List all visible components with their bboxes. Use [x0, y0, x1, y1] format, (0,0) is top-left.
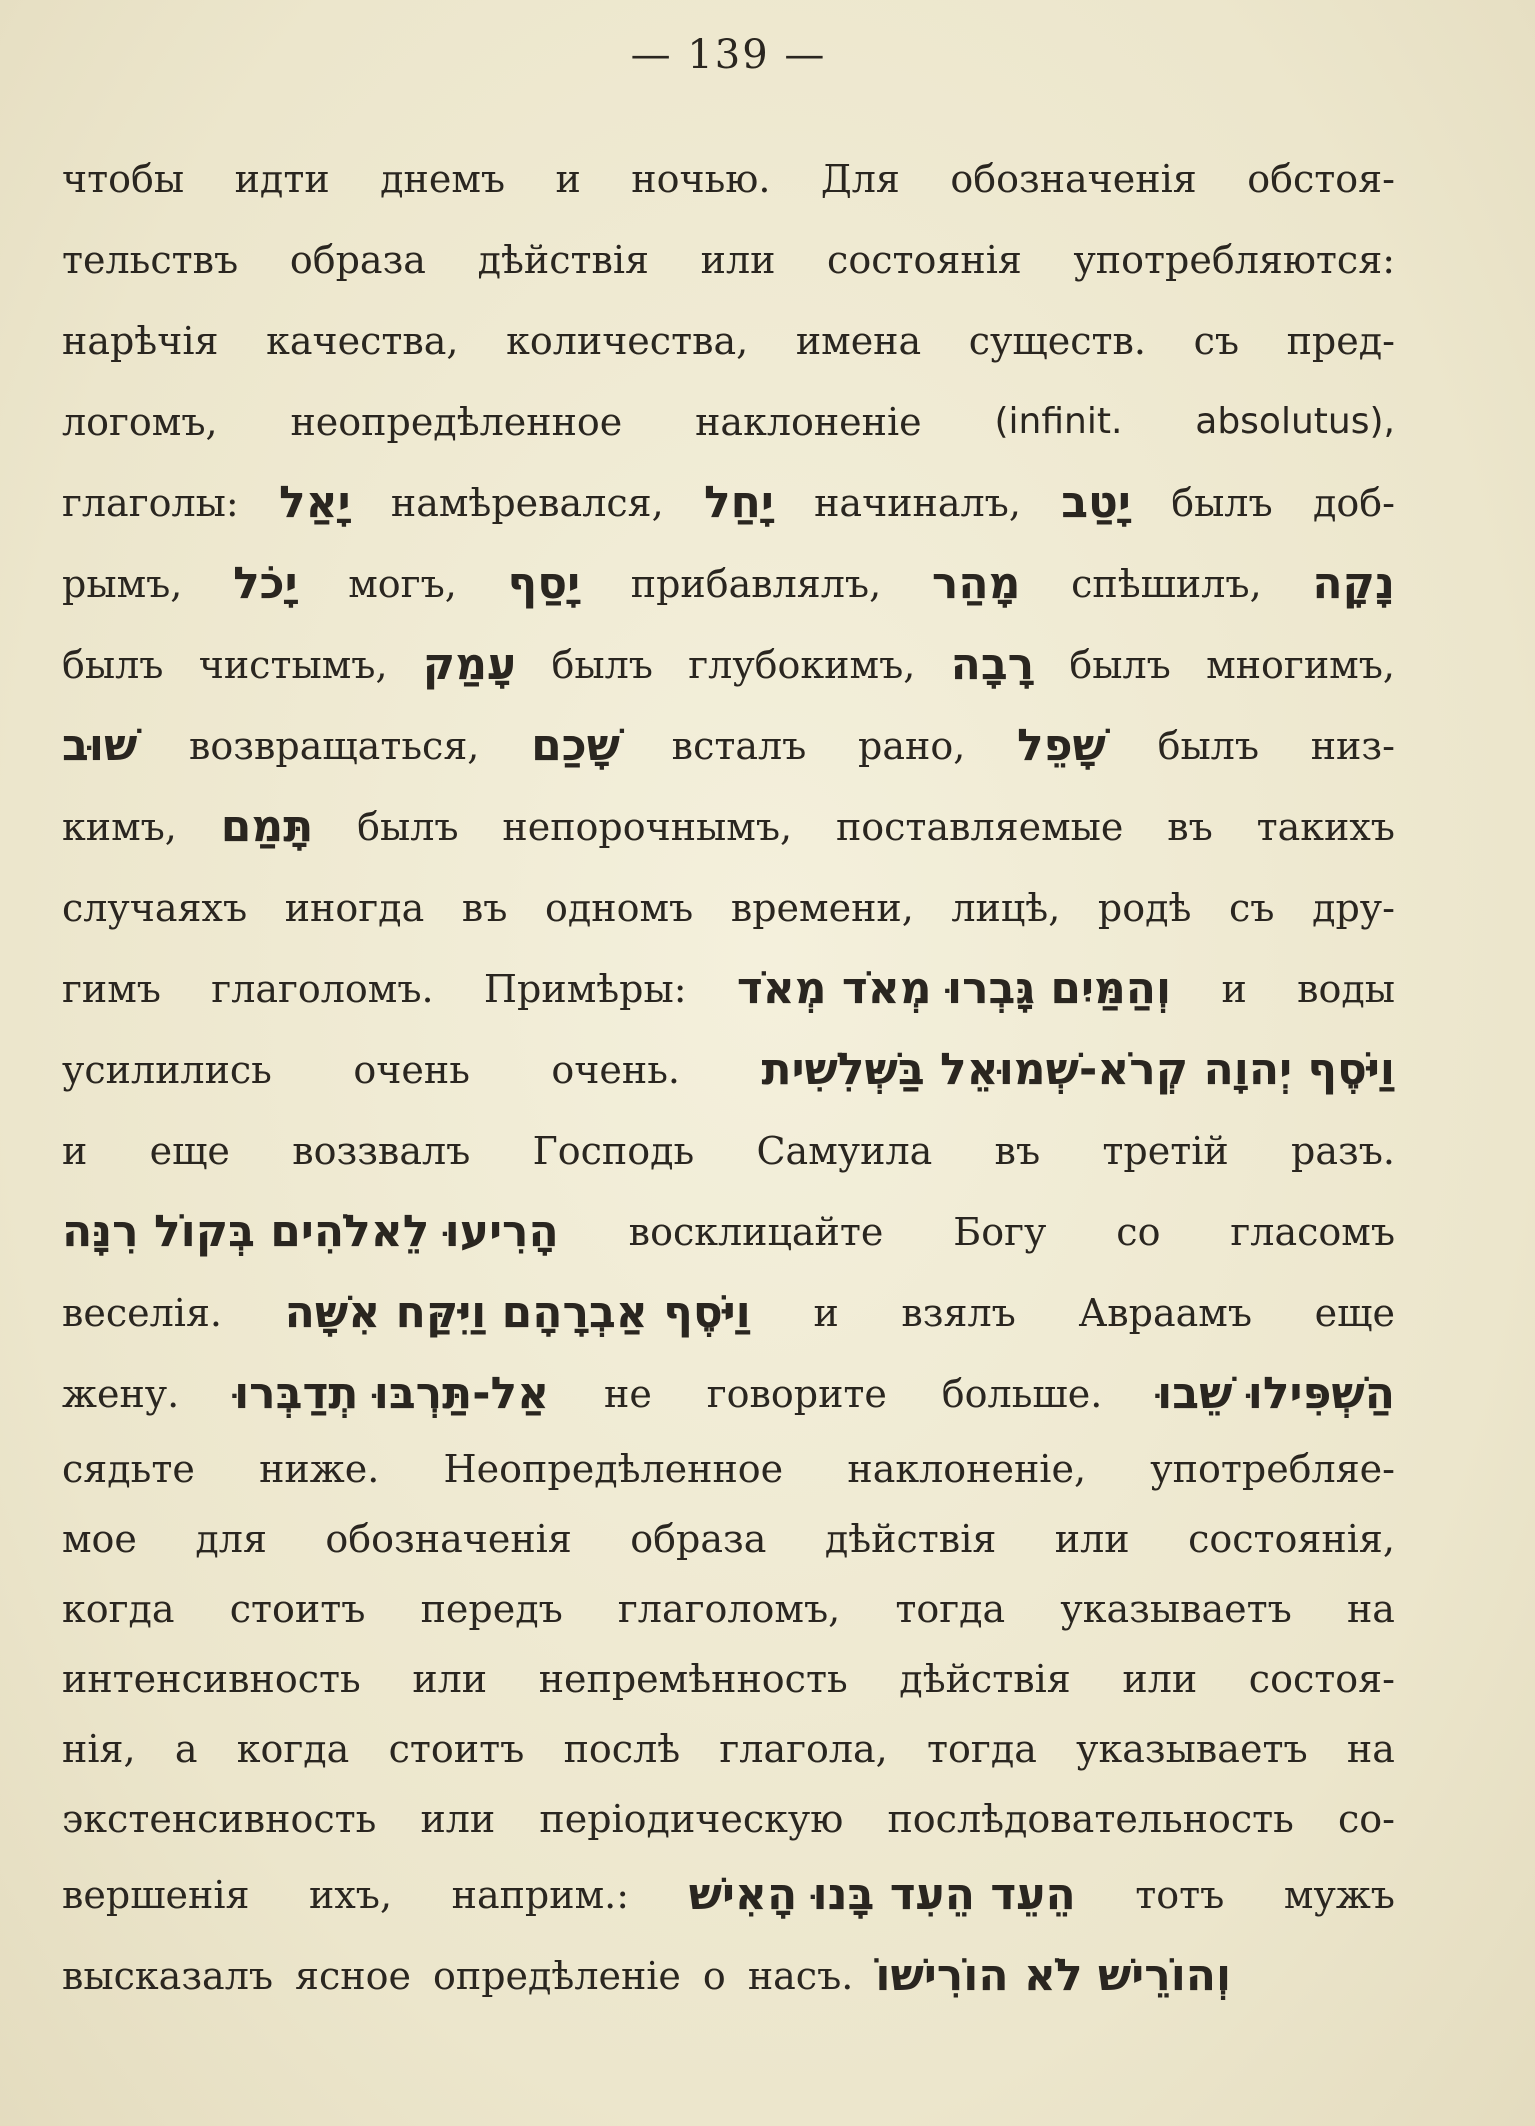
word: намѣревался, — [390, 480, 664, 525]
hebrew-phrase: מָהַר — [931, 557, 1021, 609]
hebrew-phrase: יָאַל — [278, 476, 351, 528]
hebrew-phrase: רָבָה — [950, 638, 1035, 690]
word: или — [420, 1797, 496, 1841]
word: всталъ — [671, 723, 807, 768]
hebrew-phrase: תָּמַם — [220, 800, 314, 852]
word: въ — [1167, 804, 1213, 849]
word: веселія. — [62, 1290, 222, 1335]
word: и — [62, 1128, 88, 1173]
text-line — [62, 138, 1395, 219]
word: непорочнымъ, — [502, 804, 793, 849]
word: указываетъ — [1076, 1727, 1308, 1771]
word: существ. — [968, 318, 1146, 363]
hebrew-phrase: שׁוּב — [62, 719, 138, 771]
word: наклоненіе, — [847, 1447, 1087, 1491]
word: гласомъ — [1230, 1209, 1395, 1254]
word: стоитъ — [229, 1587, 366, 1631]
word: доб- — [1312, 480, 1395, 525]
word: былъ — [62, 642, 164, 687]
word: Богу — [953, 1209, 1047, 1254]
word: возвращаться, — [188, 723, 480, 768]
word: нія, — [62, 1727, 136, 1771]
word: ясное — [295, 1953, 411, 1998]
word: или — [1054, 1517, 1130, 1561]
word: а — [174, 1727, 198, 1771]
word: Неопредѣленное — [443, 1447, 784, 1491]
word: и — [1221, 966, 1247, 1011]
word: рано, — [858, 723, 966, 768]
text-line — [62, 1029, 1395, 1110]
word: absolutus), — [1195, 400, 1395, 442]
word: чистымъ, — [198, 642, 388, 687]
text-line — [62, 1854, 1395, 1935]
word: воды — [1297, 966, 1395, 1011]
hebrew-phrase: וְהַמַּיִם גָּבְרוּ מְאֹד מְאֹד — [736, 962, 1172, 1014]
word: наприм.: — [451, 1872, 630, 1917]
word: многимъ, — [1206, 642, 1395, 687]
word: третій — [1102, 1128, 1229, 1173]
word: лицѣ, — [951, 885, 1061, 930]
word: дѣйствія — [824, 1517, 997, 1561]
text-line — [62, 1574, 1395, 1644]
hebrew-phrase: הֵעֵד הֵעִד בָּנוּ הָאִישׁ — [688, 1868, 1076, 1920]
word: родѣ — [1097, 885, 1192, 930]
word: когда — [236, 1727, 350, 1771]
word: дѣйствія — [477, 237, 650, 282]
word: усилились — [62, 1047, 272, 1092]
word: обозначенія — [325, 1517, 572, 1561]
hebrew-phrase: עָמַק — [422, 638, 517, 690]
word: спѣшилъ, — [1071, 561, 1262, 606]
word: глаголомъ, — [617, 1587, 841, 1631]
word: воззвалъ — [292, 1128, 471, 1173]
word: времени, — [730, 885, 914, 930]
word: чтобы — [62, 156, 185, 201]
word: опредѣленіе — [432, 1953, 681, 1998]
text-line — [62, 543, 1395, 624]
word: стоитъ — [388, 1727, 525, 1771]
word: сядьте — [62, 1447, 195, 1491]
text-line — [62, 1504, 1395, 1574]
word: случаяхъ — [62, 885, 248, 930]
word: ниже. — [259, 1447, 380, 1491]
page-number: — 139 — — [630, 32, 827, 78]
word: послѣдовательность — [887, 1797, 1294, 1841]
text-line — [62, 1353, 1395, 1434]
hebrew-phrase: שָׁפֵל — [1016, 719, 1106, 771]
word: тельствъ — [62, 237, 239, 282]
word: неопредѣленное — [290, 399, 623, 444]
word: употребляются: — [1073, 237, 1395, 282]
text-body — [62, 138, 1395, 2016]
word: состоянія, — [1188, 1517, 1395, 1561]
word: глагола, — [719, 1727, 888, 1771]
word: насъ. — [747, 1953, 854, 1998]
hebrew-phrase: שָׁכַם — [531, 719, 620, 771]
text-line — [62, 705, 1395, 786]
word: Для — [820, 156, 900, 201]
word: состоянія — [827, 237, 1022, 282]
hebrew-phrase: הָרִיעוּ לֵאלֹהִים בְּקוֹל רִנָּה — [62, 1205, 559, 1257]
word: тогда — [895, 1587, 1006, 1631]
text-line — [62, 219, 1395, 300]
word: для — [195, 1517, 267, 1561]
word: не — [604, 1371, 652, 1416]
word: въ — [994, 1128, 1041, 1173]
text-line — [62, 462, 1395, 543]
word: на — [1346, 1587, 1395, 1631]
word: имена — [795, 318, 922, 363]
word: былъ — [551, 642, 653, 687]
word: былъ — [1157, 723, 1260, 768]
word: очень — [353, 1047, 470, 1092]
word: говорите — [706, 1371, 887, 1416]
text-line — [62, 1272, 1395, 1353]
word: былъ — [357, 804, 459, 849]
word: состоя- — [1248, 1657, 1395, 1701]
hebrew-phrase: נָקָה — [1312, 557, 1395, 609]
hebrew-phrase: הַשְׁפִּילוּ שֵׁבוּ — [1157, 1367, 1395, 1419]
word: или — [412, 1657, 488, 1701]
word: употребляе- — [1150, 1447, 1395, 1491]
word: Авраамъ — [1078, 1290, 1253, 1335]
hebrew-phrase: יָטַב — [1061, 476, 1131, 528]
word: со- — [1337, 1797, 1395, 1841]
hebrew-phrase: יָחַל — [703, 476, 774, 528]
word: тотъ — [1135, 1872, 1225, 1917]
word: тогда — [927, 1727, 1037, 1771]
hebrew-phrase: וַיֹּסֶף אַבְרָהָם וַיִּקַּח אִשָּׁה — [284, 1286, 751, 1338]
hebrew-phrase: יָכֹל — [233, 557, 298, 609]
word: восклицайте — [628, 1209, 884, 1254]
word: пред- — [1286, 318, 1395, 363]
word: указываетъ — [1060, 1587, 1292, 1631]
word: обозначенія — [950, 156, 1197, 201]
word: когда — [62, 1587, 175, 1631]
word: обстоя- — [1247, 156, 1395, 201]
word: еще — [1314, 1290, 1395, 1335]
text-line — [62, 1110, 1395, 1191]
word: экстенсивность — [62, 1797, 377, 1841]
word: вершенія — [62, 1872, 250, 1917]
word: разъ. — [1291, 1128, 1395, 1173]
word: Самуила — [756, 1128, 933, 1173]
word: такихъ — [1256, 804, 1395, 849]
word: образа — [289, 237, 426, 282]
text-line — [62, 624, 1395, 705]
word: передъ — [420, 1587, 563, 1631]
text-line — [62, 1935, 1395, 2016]
word: качества, — [266, 318, 459, 363]
text-line — [62, 948, 1395, 1029]
word: высказалъ — [62, 1953, 274, 1998]
word: мое — [62, 1517, 137, 1561]
word: былъ — [1171, 480, 1273, 525]
word: кимъ, — [62, 804, 177, 849]
word: мужъ — [1283, 1872, 1395, 1917]
text-line — [62, 381, 1395, 462]
word: взялъ — [901, 1290, 1016, 1335]
word: днемъ — [380, 156, 506, 201]
word: интенсивность — [62, 1657, 361, 1701]
word: со — [1116, 1209, 1161, 1254]
word: одномъ — [545, 885, 694, 930]
word: иногда — [284, 885, 425, 930]
text-line — [62, 1434, 1395, 1504]
word: очень. — [551, 1047, 681, 1092]
word: послѣ — [563, 1727, 681, 1771]
word: ихъ, — [309, 1872, 393, 1917]
word: былъ — [1069, 642, 1171, 687]
word: еще — [149, 1128, 230, 1173]
text-line — [62, 1714, 1395, 1784]
word: рымъ, — [62, 561, 183, 606]
word: логомъ, — [62, 399, 218, 444]
word: или — [1122, 1657, 1198, 1701]
word: поставляемые — [835, 804, 1124, 849]
text-line — [62, 786, 1395, 867]
word: начиналъ, — [814, 480, 1021, 525]
word: (infinit. — [994, 400, 1123, 442]
word: нарѣчія — [62, 318, 219, 363]
word: могъ, — [348, 561, 457, 606]
word: съ — [1229, 885, 1275, 930]
text-line — [62, 1784, 1395, 1854]
word: глубокимъ, — [688, 642, 916, 687]
text-line — [62, 1191, 1395, 1272]
hebrew-phrase: יָסַף — [507, 557, 581, 609]
word: непремѣнность — [538, 1657, 848, 1701]
word: больше. — [941, 1371, 1103, 1416]
word: идти — [234, 156, 330, 201]
word: дѣйствія — [899, 1657, 1071, 1701]
word: ночью. — [631, 156, 771, 201]
word: гимъ — [62, 966, 161, 1011]
word: количества, — [506, 318, 749, 363]
word: и — [555, 156, 581, 201]
word: наклоненіе — [695, 399, 922, 444]
word: жену. — [62, 1371, 180, 1416]
word: Примѣры: — [483, 966, 687, 1011]
word: въ — [461, 885, 508, 930]
word: или — [700, 237, 776, 282]
word: съ — [1193, 318, 1240, 363]
hebrew-phrase: וַיֹּסֶף יְהוָה קְרֹא-שְׁמוּאֵל בַּשְּׁלִשִׁית — [761, 1043, 1395, 1095]
word: на — [1346, 1727, 1395, 1771]
word: дру- — [1312, 885, 1395, 930]
word: и — [813, 1290, 839, 1335]
word: періодическую — [539, 1797, 844, 1841]
hebrew-phrase: וְהוֹרֵישׁ לֹא הוֹרִישׁוֹ — [875, 1949, 1232, 2001]
text-line — [62, 300, 1395, 381]
hebrew-phrase: אַל-תַּרְבּוּ תְדַבְּרוּ — [234, 1367, 550, 1419]
text-line — [62, 1644, 1395, 1714]
word: низ- — [1310, 723, 1395, 768]
word: образа — [630, 1517, 767, 1561]
text-line — [62, 867, 1395, 948]
word: о — [702, 1953, 726, 1998]
word: Господь — [532, 1128, 695, 1173]
word: прибавлялъ, — [630, 561, 882, 606]
word: глаголы: — [62, 480, 239, 525]
word: глаголомъ. — [211, 966, 434, 1011]
